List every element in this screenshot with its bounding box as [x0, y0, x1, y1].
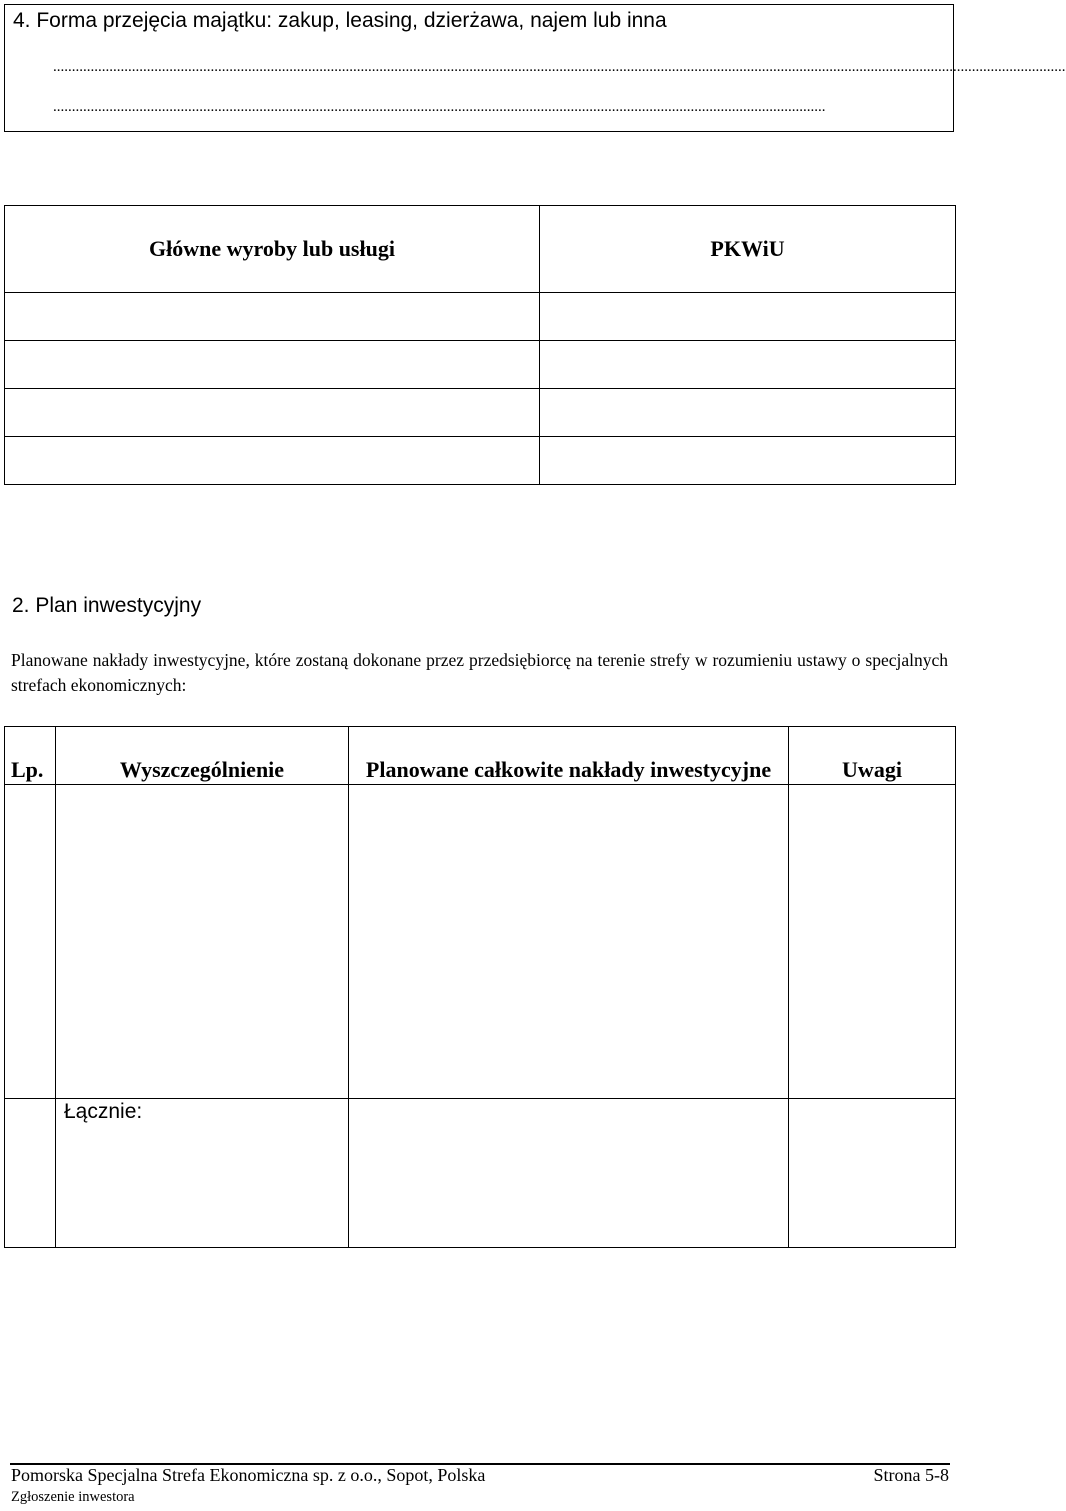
header-products: Główne wyroby lub usługi	[5, 206, 540, 293]
table-row	[5, 437, 956, 485]
planned-cell[interactable]	[349, 785, 789, 1099]
pkwiu-cell[interactable]	[540, 293, 956, 341]
fill-in-line-2[interactable]: ..............................................................................................................................................................................................................	[53, 99, 826, 115]
footer-document-name: Zgłoszenie inwestora	[11, 1489, 135, 1505]
header-lp: Lp.	[5, 727, 56, 785]
total-label: Łącznie:	[64, 1100, 143, 1123]
total-row	[5, 1099, 956, 1248]
product-cell[interactable]	[5, 437, 540, 485]
products-table-header	[5, 206, 956, 293]
product-cell[interactable]	[5, 341, 540, 389]
item-cell[interactable]	[56, 785, 349, 1099]
lp-cell[interactable]	[5, 785, 56, 1099]
pkwiu-cell[interactable]	[540, 437, 956, 485]
products-table	[4, 205, 956, 485]
product-cell[interactable]	[5, 389, 540, 437]
pkwiu-cell[interactable]	[540, 389, 956, 437]
fill-in-line-1[interactable]: ..............................................................................................................................................................................................................................................................................	[53, 59, 1066, 75]
header-notes: Uwagi	[789, 727, 956, 785]
table-row	[5, 293, 956, 341]
investment-table-header	[5, 727, 956, 785]
notes-cell[interactable]	[789, 785, 956, 1099]
product-cell[interactable]	[5, 293, 540, 341]
investment-table	[4, 726, 956, 1248]
footer-page-number: Strona 5-8	[873, 1465, 949, 1485]
footer-organization: Pomorska Specjalna Strefa Ekonomiczna sp. z o.o., Sopot, Polska	[11, 1465, 486, 1485]
lp-cell	[5, 1099, 56, 1248]
table-row	[5, 389, 956, 437]
total-label-cell	[56, 1099, 349, 1248]
section-2-title: 2. Plan inwestycyjny	[12, 594, 202, 617]
pkwiu-cell[interactable]	[540, 341, 956, 389]
total-notes-cell[interactable]	[789, 1099, 956, 1248]
table-row	[5, 785, 956, 1099]
header-item: Wyszczególnienie	[56, 727, 349, 785]
table-row	[5, 341, 956, 389]
total-planned-cell[interactable]	[349, 1099, 789, 1248]
header-planned-outlays: Planowane całkowite nakłady inwestycyjne	[349, 727, 789, 785]
section-4-box	[4, 4, 1066, 132]
section-4-title: 4. Forma przejęcia majątku: zakup, leasing, dzierżawa, najem lub inna	[13, 9, 667, 32]
header-pkwiu: PKWiU	[540, 206, 956, 293]
section-2-description: Planowane nakłady inwestycyjne, które zostaną dokonane przez przedsiębiorcę na terenie strefy w rozumieniu ustawy o specjalnych strefach ekonomicznych:	[11, 650, 948, 695]
